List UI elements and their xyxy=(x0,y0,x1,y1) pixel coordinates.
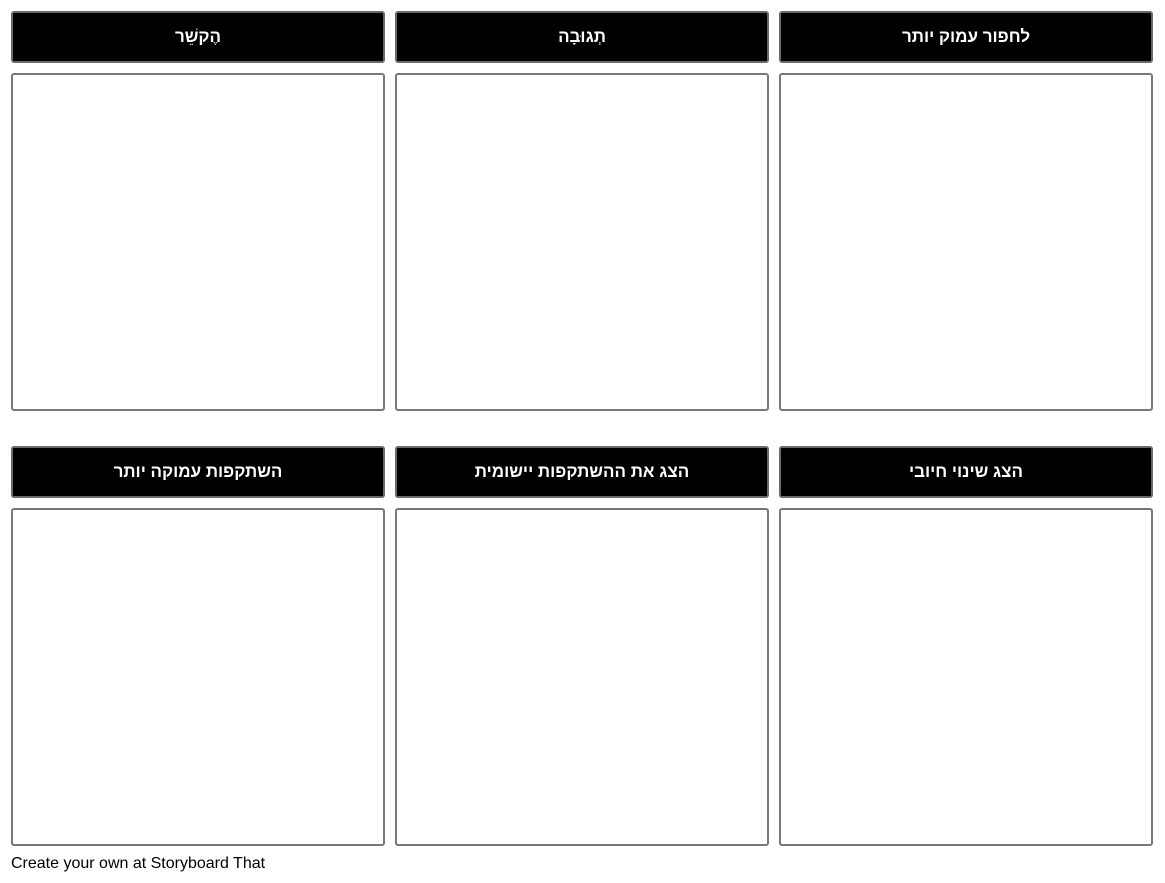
panel-header-dig-deeper: לחפור עמוק יותר xyxy=(779,11,1153,63)
panel-header-deeper-reflection: השתקפות עמוקה יותר xyxy=(11,446,385,498)
panel-header-positive-change: הצג שינוי חיובי xyxy=(779,446,1153,498)
panel-header-applied-reflection: הצג את ההשתקפות יישומית xyxy=(395,446,769,498)
panel-header-context: הֶקשֵׁר xyxy=(11,11,385,63)
panel-cell-positive-change[interactable] xyxy=(779,508,1153,846)
panel-cell-dig-deeper[interactable] xyxy=(779,73,1153,411)
panel-cell-response[interactable] xyxy=(395,73,769,411)
panel-cell-applied-reflection[interactable] xyxy=(395,508,769,846)
panel-cell-context[interactable] xyxy=(11,73,385,411)
footer-credit: Create your own at Storyboard That xyxy=(11,855,266,872)
panel-header-response: תְגוּבָה xyxy=(395,11,769,63)
panel-cell-deeper-reflection[interactable] xyxy=(11,508,385,846)
